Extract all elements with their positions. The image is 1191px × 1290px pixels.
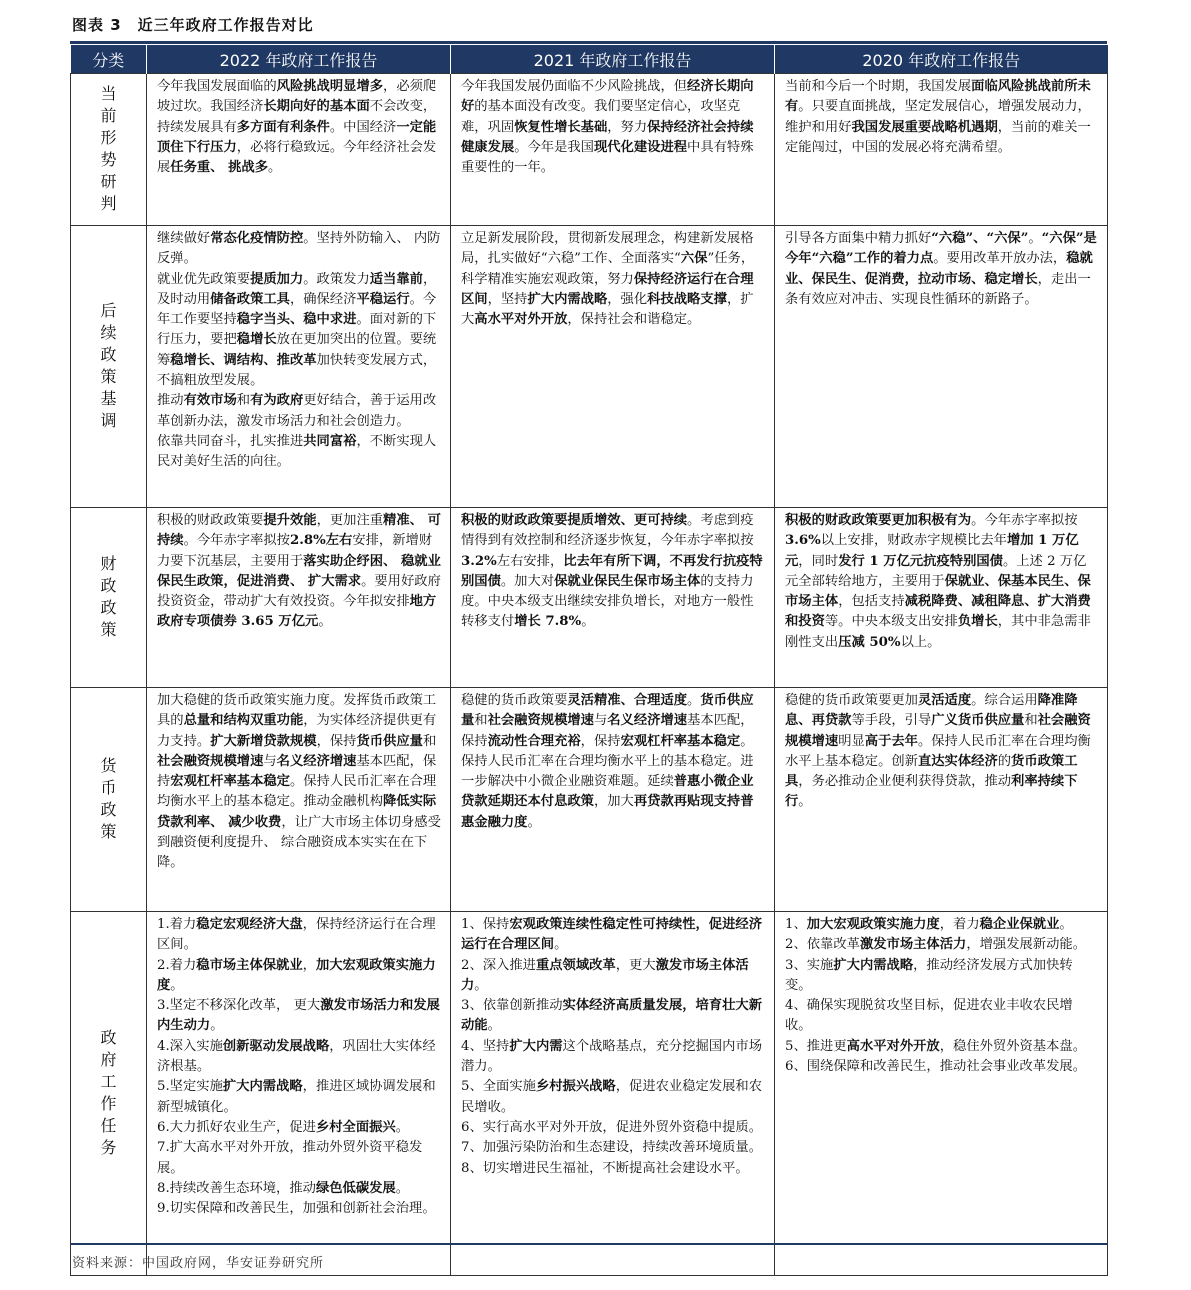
cell-2020 bbox=[775, 74, 1108, 226]
cell-text bbox=[157, 915, 442, 1219]
row-government-tasks bbox=[71, 912, 1108, 1276]
emphasis-text: 降低实际贷款利率、 减少收费 bbox=[157, 794, 437, 830]
emphasis-text: 提升效能 bbox=[263, 513, 317, 528]
body-text: 5.坚定实施 bbox=[157, 1079, 223, 1095]
body-text: 等手段，引导 bbox=[851, 713, 932, 729]
body-text: 。 bbox=[268, 160, 282, 176]
body-text: 。政策发力 bbox=[303, 271, 370, 287]
body-text: 4、坚持 bbox=[461, 1038, 510, 1054]
body-text: ， bbox=[302, 957, 316, 973]
emphasis-text: 落实助企纾困、 稳就业保民生政策，促进消费、 扩大需求 bbox=[157, 553, 441, 589]
body-text: 以上安排，财政赤字规模比去年 bbox=[820, 533, 1007, 549]
emphasis-text: 有效市场 bbox=[183, 393, 237, 409]
emphasis-text: 稳增长、调结构、推改革 bbox=[170, 352, 317, 368]
body-text: ，着力 bbox=[939, 917, 980, 932]
emphasis-text: 经济长期向好 bbox=[461, 79, 754, 115]
body-text: 。今年赤字率拟按 bbox=[183, 533, 290, 549]
body-text: 。 bbox=[1028, 231, 1042, 246]
emphasis-text: 地方政府专项债券 3.65 万亿元 bbox=[157, 594, 437, 630]
cell-text bbox=[785, 915, 1099, 1077]
emphasis-text: 利率持续下行 bbox=[785, 774, 1078, 810]
cell-2021 bbox=[451, 688, 775, 912]
body-text: 6、围绕保障和改善民生，推动社会事业改革发展。 bbox=[785, 1059, 1086, 1075]
emphasis-text: 加大宏观政策实施力度 bbox=[806, 917, 940, 932]
emphasis-text: 高于去年 bbox=[864, 733, 918, 749]
body-text: 基本匹配，保持 bbox=[461, 713, 754, 749]
emphasis-text: 精准、 可持续 bbox=[157, 513, 441, 549]
cell-text bbox=[461, 229, 766, 330]
emphasis-text: 任务重、 挑战多 bbox=[170, 160, 269, 176]
body-text: 7.扩大高水平对外开放，推动外贸外资平稳发展。 bbox=[157, 1140, 423, 1176]
body-text: ，让广大市场主体切身感受到融资便利度提升、 综合融资成本实实在在下降。 bbox=[157, 814, 441, 871]
body-text: 2、依靠改革 bbox=[785, 937, 860, 953]
emphasis-text: 科技战略支撑 bbox=[647, 291, 727, 307]
cell-2022 bbox=[147, 688, 451, 912]
emphasis-text: 一定能顶住下行压力 bbox=[157, 119, 437, 155]
body-text: 和 bbox=[474, 713, 488, 729]
emphasis-text: 有为政府 bbox=[250, 393, 304, 409]
body-text: 。要用改革开放办法， bbox=[933, 251, 1067, 267]
emphasis-text: 宏观政策连续性稳定性可持续性，促进经济运行在合理区间 bbox=[461, 917, 762, 953]
category-label: 财政政策 bbox=[100, 553, 117, 639]
emphasis-text: 灵活适度 bbox=[917, 693, 972, 708]
body-text: 与 bbox=[263, 753, 277, 769]
body-text: 继续做好 bbox=[157, 231, 211, 246]
emphasis-text: 重点领域改革 bbox=[535, 957, 616, 973]
emphasis-text: 社会融资规模增速 bbox=[487, 713, 594, 729]
body-text: 基本匹配，保持 bbox=[157, 753, 437, 790]
body-text: 当前和今后一个时期，我国发展 bbox=[785, 79, 972, 94]
cell-2022 bbox=[147, 912, 451, 1276]
cell-text bbox=[157, 691, 442, 874]
body-text: 稳健的货币政策要 bbox=[461, 693, 568, 708]
body-text: ，不断实现人民对美好生活的向往。 bbox=[157, 433, 437, 470]
emphasis-text: 降准降息、再贷款 bbox=[785, 693, 1078, 729]
body-text: 今年我国发展面临的 bbox=[157, 79, 277, 94]
category-cell bbox=[71, 74, 147, 226]
emphasis-text: 宏观杠杆率基本稳定 bbox=[170, 774, 290, 790]
emphasis-text: 六保 bbox=[680, 251, 708, 267]
emphasis-text: 风险挑战明显增多 bbox=[276, 79, 384, 94]
body-text: 。只要直面挑战，坚定发展信心，增强发展动力，维护和用好 bbox=[785, 99, 1091, 135]
cell-text bbox=[157, 229, 442, 473]
header-row bbox=[71, 45, 1108, 74]
body-text: 。上述 2 万亿元全部转给地方，主要用于 bbox=[785, 553, 1087, 589]
emphasis-text: 稳市场主体保就业 bbox=[196, 957, 303, 973]
cell-text bbox=[461, 915, 766, 1179]
body-text: 这个战略基点，充分挖掘国内市场潜力。 bbox=[461, 1038, 762, 1075]
cell-2022 bbox=[147, 226, 451, 508]
emphasis-text: 货币供应量 bbox=[356, 733, 423, 749]
header-category: 分类 bbox=[71, 45, 147, 74]
cell-2021 bbox=[451, 508, 775, 688]
emphasis-text: 扩大内需战略 bbox=[527, 291, 608, 307]
emphasis-text: 积极的财政政策要更加积极有为 bbox=[785, 513, 972, 528]
body-text: 。 bbox=[687, 693, 701, 708]
body-text: 就业优先政策要 bbox=[157, 271, 251, 287]
emphasis-text: 常态化疫情防控 bbox=[210, 231, 304, 246]
cell-text bbox=[785, 229, 1099, 310]
cell-text bbox=[785, 77, 1099, 158]
body-text: 放在更加突出的位置。要统筹 bbox=[157, 332, 437, 368]
body-text: ，保持经济运行在合理区间。 bbox=[157, 917, 436, 953]
emphasis-text: 绿色低碳发展 bbox=[315, 1180, 396, 1196]
body-text: 5、全面实施 bbox=[461, 1079, 536, 1095]
body-text: ，巩固壮大实体经济根基。 bbox=[157, 1038, 436, 1075]
cell-2021 bbox=[451, 226, 775, 508]
body-text: ，必须爬坡过坎。我国经济 bbox=[157, 79, 437, 115]
emphasis-text: 增加 1 万亿元 bbox=[785, 533, 1079, 569]
body-text: 。 bbox=[1059, 917, 1073, 932]
bottom-rule bbox=[70, 1243, 1107, 1245]
body-text: 4.深入实施 bbox=[157, 1038, 223, 1054]
emphasis-text: 再贷款再贴现支持普惠金融力度 bbox=[461, 794, 754, 830]
comparison-table bbox=[70, 45, 1108, 1276]
body-text: 。要用好政府投资资金，带动扩大有效投资。今年拟安排 bbox=[157, 573, 441, 610]
body-text: 稳健的货币政策要更加 bbox=[785, 693, 918, 708]
emphasis-text: 增长 7.8% bbox=[514, 614, 582, 630]
cell-text bbox=[461, 691, 766, 833]
emphasis-text: 储备政策工具 bbox=[210, 291, 290, 307]
top-rule bbox=[70, 41, 1107, 44]
emphasis-text: 平稳运行 bbox=[356, 291, 410, 307]
emphasis-text: 积极的财政政策要提质增效、更可持续 bbox=[461, 513, 688, 528]
emphasis-text: 保就业、保基本民生、保市场主体 bbox=[785, 573, 1091, 610]
body-text: 。今年赤字率拟按 bbox=[971, 513, 1078, 528]
emphasis-text: 灵活精准、合理适度 bbox=[567, 693, 688, 708]
body-text: 3、依靠创新推动 bbox=[461, 998, 563, 1014]
body-text: ，及时动用 bbox=[157, 271, 437, 307]
body-text: 等。中央本级支出安排 bbox=[824, 614, 958, 630]
body-text: 3、实施 bbox=[785, 957, 834, 973]
emphasis-text: 压减 50% bbox=[838, 634, 901, 650]
emphasis-text: 直达实体经济 bbox=[917, 753, 998, 769]
body-text: 。 bbox=[798, 794, 812, 810]
header-2020: 2020 年政府工作报告 bbox=[775, 45, 1108, 74]
emphasis-text: “六稳”、“六保” bbox=[931, 231, 1029, 246]
emphasis-text: 扩大内需战略 bbox=[222, 1079, 303, 1095]
body-text: 。 bbox=[554, 937, 568, 953]
emphasis-text: 减税降费、减租降息、扩大消费和投资 bbox=[785, 594, 1091, 630]
emphasis-text: 名义经济增速 bbox=[607, 713, 688, 729]
body-text: 。保持人民币汇率在合理均衡水平上的基本稳定。推动金融机构 bbox=[157, 774, 437, 810]
body-text: 明显 bbox=[838, 733, 865, 749]
body-text: ，更加注重 bbox=[316, 513, 384, 528]
cell-text bbox=[785, 691, 1099, 813]
body-text: 不会改变，持续发展具有 bbox=[157, 99, 437, 135]
body-text: 。 bbox=[581, 614, 595, 630]
body-text: 安排，新增财力要下沉基层，主要用于 bbox=[157, 533, 433, 569]
body-text: 今年我国发展仍面临不少风险挑战，但 bbox=[461, 79, 688, 94]
header-2022: 2022 年政府工作报告 bbox=[147, 45, 451, 74]
category-cell bbox=[71, 912, 147, 1276]
body-text: 积极的财政政策要 bbox=[157, 513, 264, 528]
emphasis-text: 创新驱动发展战略 bbox=[222, 1038, 330, 1054]
body-text: ，保持 bbox=[580, 733, 621, 749]
body-text: 。 bbox=[527, 814, 541, 830]
row-situation bbox=[71, 74, 1108, 226]
emphasis-text: 名义经济增速 bbox=[276, 753, 357, 769]
cell-text bbox=[461, 511, 766, 633]
body-text: 左右安排， bbox=[496, 553, 564, 569]
body-text: 和 bbox=[236, 393, 251, 409]
body-text: ，加大 bbox=[593, 794, 634, 810]
body-text: ，促进农业稳定发展和农民增收。 bbox=[461, 1079, 762, 1115]
body-text: ，为实体经济提供更有力支持。 bbox=[157, 713, 437, 749]
emphasis-text: 总量和结构双重功能 bbox=[183, 713, 304, 729]
body-text: 4、确保实现脱贫攻坚目标，促进农业丰收农民增收。 bbox=[785, 998, 1073, 1034]
emphasis-text: 面临风险挑战前所未有 bbox=[785, 79, 1091, 115]
body-text: 推动 bbox=[157, 393, 184, 409]
category-label: 后续政策基调 bbox=[100, 300, 117, 430]
body-text: 5、推进更 bbox=[785, 1038, 847, 1054]
emphasis-text: 稳企业保就业 bbox=[979, 917, 1060, 932]
cell-2022 bbox=[147, 508, 451, 688]
emphasis-text: 共同富裕 bbox=[303, 433, 357, 449]
emphasis-text: 激发市场活力和发展内生动力 bbox=[157, 998, 440, 1034]
body-text: ，同时 bbox=[798, 553, 839, 569]
body-text: 。 bbox=[318, 614, 332, 630]
body-text: 2、深入推进 bbox=[461, 957, 536, 973]
emphasis-text: 提质加力 bbox=[250, 271, 304, 287]
emphasis-text: 现代化建设进程 bbox=[593, 139, 688, 155]
category-label: 货币政策 bbox=[100, 755, 117, 841]
body-text: 以上。 bbox=[900, 634, 941, 650]
body-text: 加大稳健的货币政策实施力度。发挥货币政策工具的 bbox=[157, 693, 437, 729]
body-text: 。中国经济 bbox=[329, 119, 397, 135]
figure-title: 图表 3 近三年政府工作报告对比 bbox=[72, 16, 314, 34]
cell-2020 bbox=[775, 226, 1108, 508]
body-text: 。考虑到疫情得到有效控制和经济逐步恢复，今年赤字率拟按 bbox=[461, 513, 754, 549]
emphasis-text: 比去年有所下调，不再发行抗疫特别国债 bbox=[461, 553, 763, 589]
cell-text bbox=[461, 77, 766, 178]
body-text: 的 bbox=[997, 753, 1012, 769]
cell-2021 bbox=[451, 74, 775, 226]
emphasis-text: 社会融资规模增速 bbox=[157, 753, 264, 769]
emphasis-text: 负增长 bbox=[957, 614, 998, 630]
body-text: 。面对新的下行压力，要把 bbox=[157, 312, 437, 348]
body-text: ，保持 bbox=[316, 733, 357, 749]
body-text: 6.大力抓好农业生产，促进 bbox=[157, 1119, 316, 1135]
emphasis-text: 发行 1 万亿元抗疫特别国债 bbox=[838, 553, 1003, 569]
body-text: 和 bbox=[1024, 713, 1038, 729]
category-label: 当前形势研判 bbox=[100, 83, 117, 213]
source-note: 资料来源：中国政府网，华安证券研究所 bbox=[72, 1256, 325, 1271]
emphasis-text: 加大宏观政策实施力度 bbox=[157, 957, 436, 993]
header-2021: 2021 年政府工作报告 bbox=[451, 45, 775, 74]
body-text: 。 bbox=[395, 1119, 410, 1135]
emphasis-text: 货币供应量 bbox=[461, 693, 754, 729]
emphasis-text: 稳增长 bbox=[236, 332, 277, 348]
emphasis-text: 恢复性增长基础 bbox=[514, 119, 608, 135]
body-text: ，确保经济 bbox=[289, 291, 357, 307]
body-text: 。 bbox=[474, 977, 488, 993]
body-text: 2.着力 bbox=[157, 957, 197, 973]
body-text: ，其中非急需非刚性支出 bbox=[785, 614, 1091, 650]
body-text: 。保持人民币汇率在合理均衡水平上基本稳定。创新 bbox=[785, 733, 1091, 769]
emphasis-text: 稳就业、保民生、促消费，拉动市场、稳定增长 bbox=[785, 251, 1093, 287]
category-cell bbox=[71, 688, 147, 912]
emphasis-text: 扩大新增贷款规模 bbox=[210, 733, 317, 749]
body-text: 7、加强污染防治和生态建设，持续改善环境质量。 bbox=[461, 1140, 762, 1156]
body-text: 中具有特殊重要性的一年。 bbox=[461, 139, 754, 176]
emphasis-text: 流动性合理充裕 bbox=[487, 733, 581, 749]
emphasis-text: 扩大内需战略 bbox=[833, 957, 914, 973]
body-text: 。 bbox=[210, 1018, 224, 1034]
category-label: 政府工作任务 bbox=[100, 1027, 117, 1157]
body-text: ，努力 bbox=[607, 119, 648, 135]
body-text: ，坚持 bbox=[487, 291, 528, 307]
emphasis-text: 高水平对外开放 bbox=[846, 1038, 940, 1054]
cell-text bbox=[157, 511, 442, 633]
emphasis-text: 3.2% bbox=[461, 553, 497, 569]
body-text: 更好结合，善于运用改革创新办法，激发市场活力和社会创造力。 bbox=[157, 393, 437, 429]
body-text: ，务必推动企业便利获得贷款，推动 bbox=[798, 774, 1012, 790]
emphasis-text: 3.6% bbox=[785, 533, 821, 549]
body-text: 3.坚定不移深化改革， 更大 bbox=[157, 998, 321, 1014]
emphasis-text: 实体经济高质量发展，培育壮大新动能 bbox=[461, 998, 762, 1034]
body-text: 立足新发展阶段，贯彻新发展理念，构建新发展格局，扎实做好“六稳”工作、全面落实“ bbox=[461, 231, 754, 267]
body-text: 1.着力 bbox=[157, 917, 197, 932]
emphasis-text: “六保”是今年“六稳”工作的着力点 bbox=[785, 231, 1097, 267]
cell-2020 bbox=[775, 508, 1108, 688]
body-text: ，稳住外贸外资基本盘。 bbox=[939, 1038, 1086, 1054]
body-text: 8.持续改善生态环境，推动 bbox=[157, 1180, 316, 1196]
body-text: 。加大对 bbox=[500, 573, 555, 589]
cell-text bbox=[785, 511, 1099, 653]
emphasis-text: 保就业保民生保市场主体 bbox=[554, 573, 701, 589]
row-monetary-policy bbox=[71, 688, 1108, 912]
body-text: 8、切实增进民生福祉，不断提高社会建设水平。 bbox=[461, 1160, 749, 1176]
body-text: 的支持力度。中央本级支出继续安排负增长，对地方一般性转移支付 bbox=[461, 573, 754, 630]
emphasis-text: 激发市场主体活力 bbox=[461, 957, 749, 993]
body-text: ，推动经济发展方式加快转变。 bbox=[785, 957, 1073, 993]
body-text: ，强化 bbox=[607, 291, 648, 307]
body-text: ，增强发展新动能。 bbox=[966, 937, 1086, 953]
body-text: 。今年是我国 bbox=[514, 139, 594, 155]
body-text: 9.切实保障和改善民生，加强和创新社会治理。 bbox=[157, 1201, 436, 1217]
body-text: ，必将行稳致远。今年经济社会发展 bbox=[157, 139, 437, 176]
emphasis-text: 社会融资规模增速 bbox=[785, 713, 1091, 749]
body-text: 加快转变发展方式，不搞粗放型发展。 bbox=[157, 352, 437, 389]
body-text: 。坚持外防输入、 内防反弹。 bbox=[157, 231, 441, 267]
body-text: 1、 bbox=[785, 917, 807, 932]
emphasis-text: 我国发展重要战略机遇期 bbox=[851, 119, 998, 135]
body-text: 。综合运用 bbox=[971, 693, 1038, 708]
emphasis-text: 稳字当头、稳中求进 bbox=[236, 312, 357, 328]
emphasis-text: 激发市场主体活力 bbox=[859, 937, 967, 953]
cell-2020 bbox=[775, 688, 1108, 912]
body-text: 依靠共同奋斗，扎实推进 bbox=[157, 433, 304, 449]
body-text: ，更大 bbox=[615, 957, 656, 973]
body-text: 1、保持 bbox=[461, 917, 510, 932]
body-text: 与 bbox=[593, 713, 608, 729]
body-text: 。 bbox=[395, 1180, 410, 1196]
emphasis-text: 乡村振兴战略 bbox=[535, 1079, 616, 1095]
body-text: ，保持社会和谐稳定。 bbox=[567, 312, 701, 328]
emphasis-text: 稳定宏观经济大盘 bbox=[196, 917, 303, 932]
body-text: ，包括支持 bbox=[838, 594, 905, 610]
row-policy-tone bbox=[71, 226, 1108, 508]
cell-2020 bbox=[775, 912, 1108, 1276]
body-text: 。今年工作要坚持 bbox=[157, 291, 437, 328]
category-cell bbox=[71, 226, 147, 508]
emphasis-text: 适当靠前 bbox=[369, 271, 423, 287]
emphasis-text: 普惠小微企业贷款延期还本付息政策 bbox=[461, 774, 754, 810]
body-text: 。 bbox=[487, 1018, 501, 1034]
cell-2021 bbox=[451, 912, 775, 1276]
emphasis-text: 长期向好的基本面 bbox=[263, 99, 370, 115]
emphasis-text: 宏观杠杆率基本稳定 bbox=[620, 733, 741, 749]
emphasis-text: 货币政策工具 bbox=[785, 753, 1078, 790]
row-fiscal-policy bbox=[71, 508, 1108, 688]
body-text: ”任务，科学精准实施宏观政策，努力 bbox=[461, 251, 755, 287]
emphasis-text: 乡村全面振兴 bbox=[315, 1119, 396, 1135]
body-text: ，推进区域协调发展和新型城镇化。 bbox=[157, 1079, 436, 1115]
body-text: 的基本面没有改变。我们要坚定信心，攻坚克难，巩固 bbox=[461, 99, 741, 135]
emphasis-text: 保持经济运行在合理区间 bbox=[461, 271, 754, 307]
cell-2022 bbox=[147, 74, 451, 226]
emphasis-text: 广义货币供应量 bbox=[931, 713, 1025, 729]
body-text: 。保持人民币汇率在合理均衡水平上的基本稳定。进一步解决中小微企业融资难题。延续 bbox=[461, 733, 754, 790]
body-text: ，走出一条有效应对冲击、实现良性循环的新路子。 bbox=[785, 271, 1091, 307]
body-text: 。 bbox=[170, 977, 184, 993]
emphasis-text: 高水平对外开放 bbox=[474, 312, 568, 328]
body-text: 和 bbox=[422, 733, 437, 749]
category-cell bbox=[71, 508, 147, 688]
body-text: 6、实行高水平对外开放，促进外贸外资稳中提质。 bbox=[461, 1119, 762, 1135]
body-text: 引导各方面集中精力抓好 bbox=[785, 231, 932, 246]
emphasis-text: 2.8%左右 bbox=[289, 533, 353, 549]
emphasis-text: 多方面有利条件 bbox=[236, 119, 330, 135]
body-text: ，当前的难关一定能闯过，中国的发展必将充满希望。 bbox=[785, 119, 1091, 155]
emphasis-text: 保持经济社会持续健康发展 bbox=[461, 119, 754, 155]
cell-text bbox=[157, 77, 442, 178]
body-text: ，扩大 bbox=[461, 291, 754, 328]
emphasis-text: 扩大内需 bbox=[509, 1038, 563, 1054]
